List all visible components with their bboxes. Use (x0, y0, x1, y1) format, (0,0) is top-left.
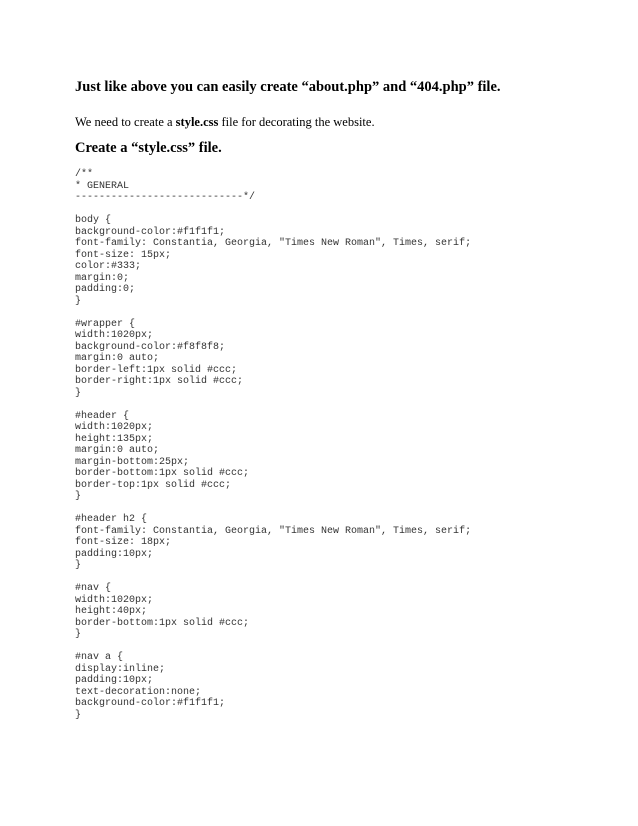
code-blank-line (75, 641, 605, 653)
code-line: #nav { (75, 583, 112, 594)
code-block (75, 652, 605, 721)
code-blank-line (75, 503, 605, 515)
code-line: border-left:1px solid #ccc; (75, 364, 238, 376)
code-blank-line (75, 204, 605, 216)
code-line: height:40px; (75, 606, 148, 617)
code-line: text-decoration:none; (75, 686, 202, 698)
code-line: } (75, 387, 82, 399)
intro-filename: style.css (175, 115, 219, 129)
code-line: font-family: Constantia, Georgia, "Times New Roman", Times, serif; (75, 238, 472, 249)
css-code-listing (75, 169, 605, 721)
code-block (75, 215, 605, 307)
code-line: font-size: 15px; (75, 249, 172, 261)
code-line: margin:0 auto; (75, 445, 160, 456)
code-line: width:1020px; (75, 330, 154, 341)
code-line: background-color:#f1f1f1; (75, 698, 226, 709)
code-line: margin:0; (75, 272, 130, 284)
code-line: font-size: 18px; (75, 537, 172, 548)
code-blank-line (75, 572, 605, 584)
code-line: } (75, 709, 82, 721)
code-line: #header h2 { (75, 514, 148, 525)
code-blank-line (75, 307, 605, 319)
code-line: width:1020px; (75, 422, 154, 433)
code-block (75, 411, 605, 503)
code-line: } (75, 629, 82, 640)
section-title: Create a “style.css” file. (75, 140, 222, 156)
code-line: padding:0; (75, 284, 136, 295)
code-line: background-color:#f1f1f1; (75, 226, 226, 238)
code-line: #wrapper { (75, 318, 136, 330)
code-line: display:inline; (75, 663, 166, 675)
code-line: } (75, 295, 82, 307)
code-line: body { (75, 215, 112, 226)
code-block (75, 319, 605, 400)
intro-paragraph (75, 114, 375, 130)
code-line: * GENERAL (75, 180, 130, 192)
code-blank-line (75, 399, 605, 411)
code-block (75, 583, 605, 641)
code-line: #header { (75, 410, 130, 422)
code-line: height:135px; (75, 433, 154, 445)
code-line: } (75, 491, 82, 502)
code-line: margin-bottom:25px; (75, 456, 190, 468)
code-line: background-color:#f8f8f8; (75, 341, 226, 353)
code-block (75, 169, 605, 204)
code-line: border-right:1px solid #ccc; (75, 376, 244, 387)
code-line: } (75, 560, 82, 571)
intro-heading: Just like above you can easily create “about.php” and “404.php” file. (75, 79, 501, 95)
code-line: width:1020px; (75, 594, 154, 606)
code-line: border-top:1px solid #ccc; (75, 479, 232, 491)
code-line: #nav a { (75, 652, 124, 663)
code-line: font-family: Constantia, Georgia, "Times New Roman", Times, serif; (75, 525, 472, 537)
intro-text-after: file for decorating the website. (218, 115, 375, 129)
code-block (75, 514, 605, 572)
code-line: border-bottom:1px solid #ccc; (75, 617, 250, 629)
code-line: border-bottom:1px solid #ccc; (75, 468, 250, 479)
code-line: padding:10px; (75, 675, 154, 686)
code-line: color:#333; (75, 261, 142, 272)
code-line: padding:10px; (75, 548, 154, 560)
code-line: /** (75, 169, 94, 180)
code-line: ----------------------------*/ (75, 192, 256, 203)
intro-text-before: We need to create a (75, 115, 176, 129)
code-line: margin:0 auto; (75, 353, 160, 364)
